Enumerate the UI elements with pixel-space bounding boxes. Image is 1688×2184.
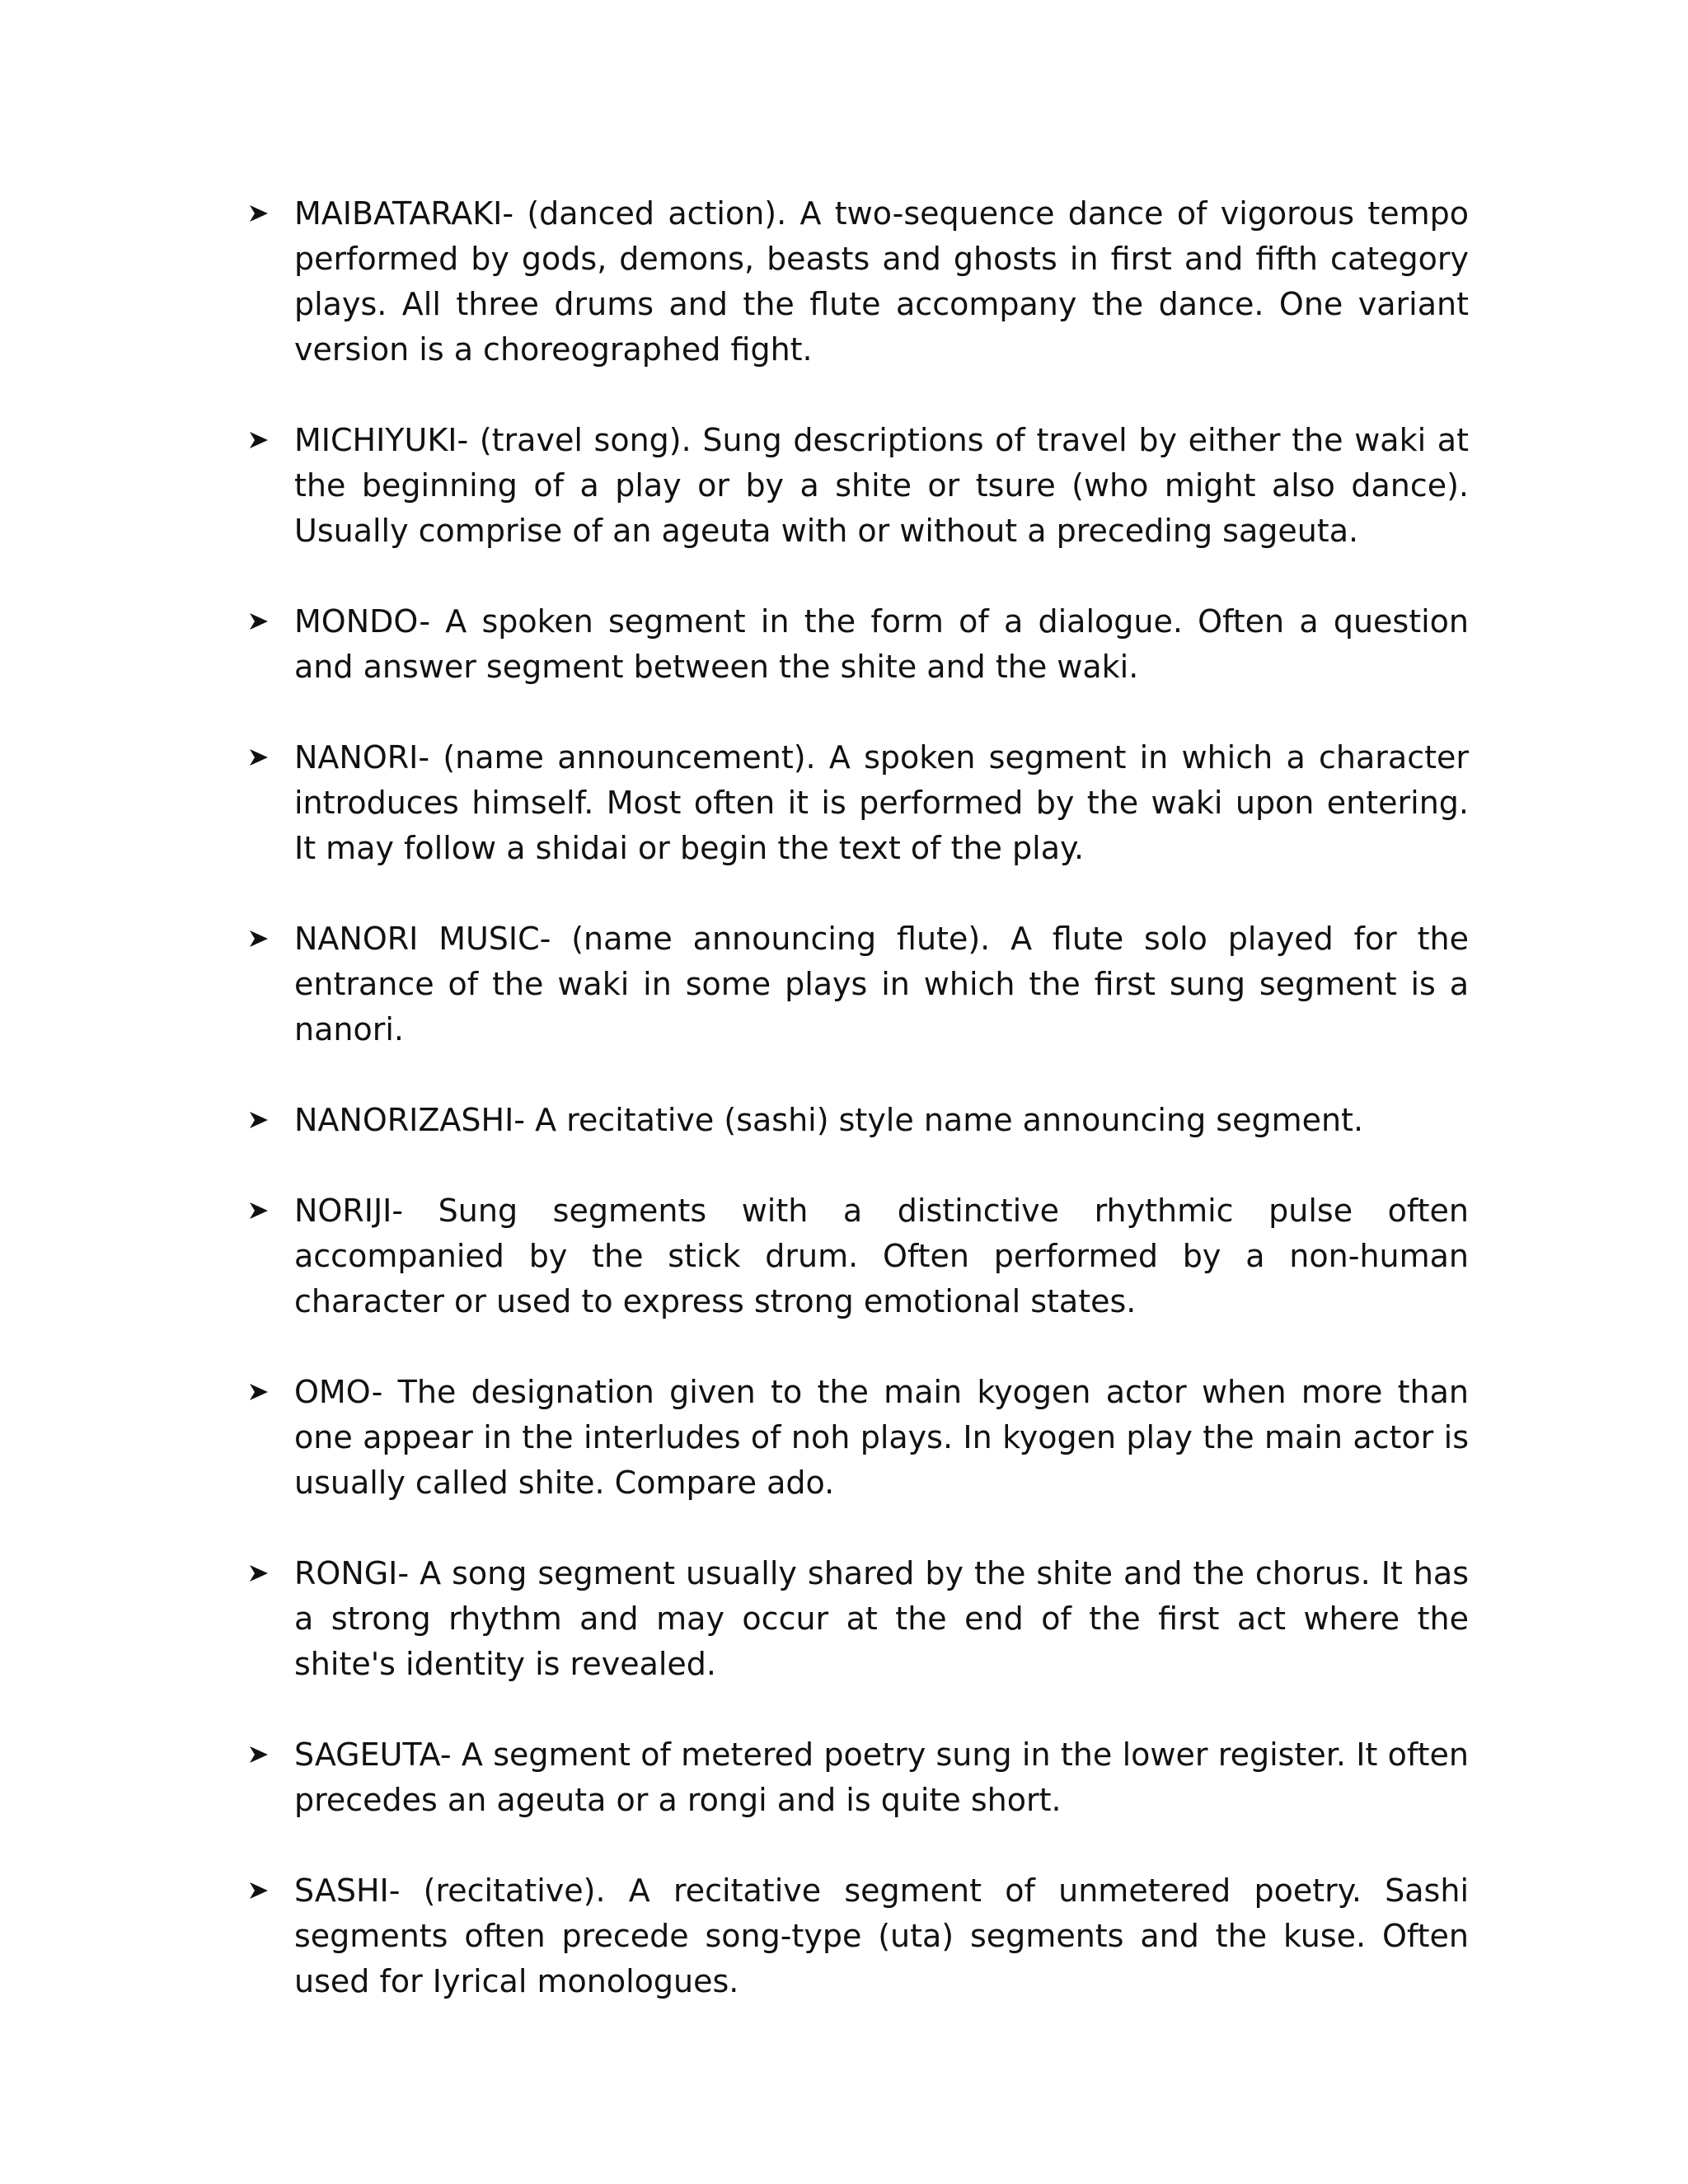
arrowhead-bullet-icon [247, 1188, 272, 1234]
arrowhead-bullet-icon [247, 735, 272, 780]
glossary-entry-nanori-music [247, 916, 1469, 1052]
entry-text: RONGI- A song segment usually shared by the shite and the chorus. It has a strong rhythm and may occur at the end of the first act where the shite's identity is revealed. [294, 1555, 1469, 1682]
entry-text: NANORI- (name announcement). A spoken segment in which a character introduces himself. Most often it is performed by the waki upon entering. It may follow a shidai or begin the text of the play. [294, 739, 1469, 866]
arrowhead-bullet-icon [247, 418, 272, 463]
glossary-list [247, 191, 1469, 2050]
entry-text: OMO- The designation given to the main kyogen actor when more than one appear in the interludes of noh plays. In kyogen play the main actor is usually called shite. Compare ado. [294, 1374, 1469, 1501]
entry-text: MAIBATARAKI- (danced action). A two-sequence dance of vigorous tempo performed by gods, demons, beasts and ghosts in first and fifth category plays. All three drums and the flute accompany the dance. One variant version is a choreographed fight. [294, 195, 1469, 368]
glossary-entry-mondo [247, 599, 1469, 690]
entry-text: NANORI MUSIC- (name announcing flute). A flute solo played for the entrance of the waki in some plays in which the first sung segment is a nanori. [294, 921, 1469, 1047]
glossary-entry-michiyuki [247, 418, 1469, 554]
glossary-entry-sageuta [247, 1732, 1469, 1823]
glossary-entry-rongi [247, 1551, 1469, 1687]
arrowhead-bullet-icon [247, 916, 272, 962]
glossary-entry-noriji [247, 1188, 1469, 1324]
glossary-entry-nanorizashi [247, 1098, 1469, 1143]
glossary-entry-maibataraki [247, 191, 1469, 373]
arrowhead-bullet-icon [247, 1551, 272, 1596]
arrowhead-bullet-icon [247, 191, 272, 237]
arrowhead-bullet-icon [247, 1868, 272, 1914]
entry-text: MICHIYUKI- (travel song). Sung descriptions of travel by either the waki at the beginning of a play or by a shite or tsure (who might also dance). Usually comprise of an ageuta with or without a preceding sageuta. [294, 422, 1469, 549]
entry-text: MONDO- A spoken segment in the form of a dialogue. Often a question and answer segment between the shite and the waki. [294, 603, 1469, 685]
glossary-entry-omo [247, 1370, 1469, 1506]
glossary-entry-nanori [247, 735, 1469, 871]
arrowhead-bullet-icon [247, 599, 272, 644]
glossary-entry-sashi [247, 1868, 1469, 2004]
arrowhead-bullet-icon [247, 1732, 272, 1778]
entry-text: NORIJI- Sung segments with a distinctive rhythmic pulse often accompanied by the stick drum. Often performed by a non-human character or used to express strong emotional states. [294, 1193, 1469, 1319]
arrowhead-bullet-icon [247, 1098, 272, 1143]
entry-text: SASHI- (recitative). A recitative segment of unmetered poetry. Sashi segments often precede song-type (uta) segments and the kuse. Often used for Iyrical monologues. [294, 1872, 1469, 1999]
entry-text: NANORIZASHI- A recitative (sashi) style name announcing segment. [294, 1102, 1364, 1138]
entry-text: SAGEUTA- A segment of metered poetry sung in the lower register. It often precedes an ageuta or a rongi and is quite short. [294, 1736, 1469, 1818]
arrowhead-bullet-icon [247, 1370, 272, 1415]
